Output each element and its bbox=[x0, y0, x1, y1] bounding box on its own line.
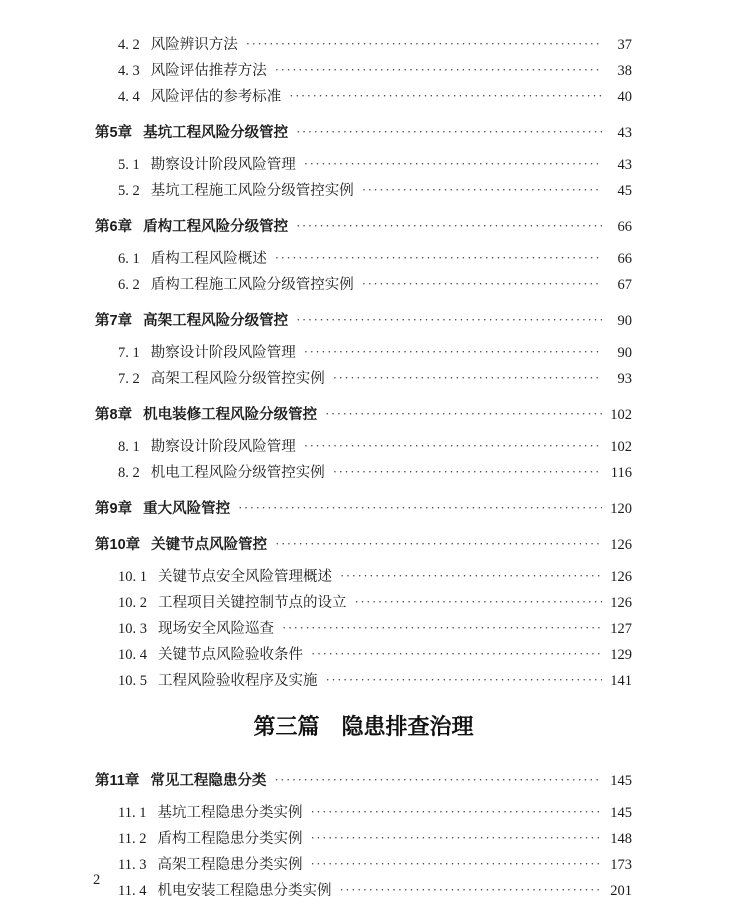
entry-page-number: 126 bbox=[610, 569, 632, 585]
dot-leader bbox=[362, 271, 602, 297]
toc-entry-row bbox=[95, 58, 632, 84]
dot-leader bbox=[362, 177, 602, 203]
entry-number: 7. 2 bbox=[118, 371, 140, 387]
dot-leader bbox=[355, 589, 603, 615]
entry-number: 6. 1 bbox=[118, 251, 140, 267]
entry-title: 基坑工程风险分级管控 bbox=[143, 125, 289, 141]
entry-page-number: 90 bbox=[617, 345, 632, 361]
entry-title: 盾构工程风险分级管控 bbox=[143, 219, 289, 235]
entry-number: 5. 2 bbox=[118, 183, 140, 199]
entry-page-number: 66 bbox=[617, 251, 632, 267]
entry-number: 4. 2 bbox=[118, 37, 140, 53]
toc-entry-row bbox=[95, 564, 632, 590]
entry-page-number: 38 bbox=[617, 63, 632, 79]
page-number: 2 bbox=[93, 872, 101, 888]
dot-leader bbox=[339, 877, 602, 903]
entry-number: 10. 4 bbox=[118, 647, 147, 663]
entry-page-number: 201 bbox=[610, 883, 632, 899]
entry-page-number: 90 bbox=[617, 313, 632, 329]
toc-chapter-row bbox=[95, 768, 632, 794]
toc-entry-row bbox=[95, 152, 632, 178]
entry-title: 基坑工程施工风险分级管控实例 bbox=[150, 183, 354, 199]
entry-title: 现场安全风险巡查 bbox=[158, 621, 274, 637]
entry-number: 10. 5 bbox=[118, 673, 147, 689]
dot-leader bbox=[304, 151, 602, 177]
toc-entry-row bbox=[95, 590, 632, 616]
dot-leader bbox=[304, 339, 602, 365]
entry-number: 11. 1 bbox=[118, 805, 147, 821]
entry-page-number: 93 bbox=[617, 371, 632, 387]
entry-number: 第5章 bbox=[95, 125, 133, 141]
toc-entry-row bbox=[95, 460, 632, 486]
dot-leader bbox=[296, 119, 602, 145]
entry-number: 7. 1 bbox=[118, 345, 140, 361]
dot-leader bbox=[325, 401, 602, 427]
entry-title: 盾构工程隐患分类实例 bbox=[157, 831, 303, 847]
toc-entry-row bbox=[95, 800, 632, 826]
part-heading: 第三篇 隐患排查治理 bbox=[253, 714, 474, 739]
toc-entry-row bbox=[95, 340, 632, 366]
entry-title: 盾构工程风险概述 bbox=[150, 251, 267, 267]
entry-number: 第11章 bbox=[95, 773, 140, 789]
entry-page-number: 66 bbox=[617, 219, 632, 235]
toc-entry-row bbox=[95, 668, 632, 694]
entry-title: 勘察设计阶段风险管理 bbox=[150, 439, 296, 455]
entry-title: 高架工程风险分级管控实例 bbox=[150, 371, 325, 387]
entry-page-number: 102 bbox=[610, 407, 632, 423]
entry-title: 关键节点风险管控 bbox=[151, 537, 268, 553]
entry-page-number: 120 bbox=[610, 501, 632, 517]
dot-leader bbox=[275, 245, 602, 271]
entry-page-number: 67 bbox=[617, 277, 632, 293]
dot-leader bbox=[296, 213, 602, 239]
entry-number: 第9章 bbox=[95, 501, 133, 517]
dot-leader bbox=[310, 799, 602, 825]
dot-leader bbox=[246, 31, 602, 57]
toc-entry-row bbox=[95, 434, 632, 460]
dot-leader bbox=[333, 459, 602, 485]
dot-leader bbox=[275, 531, 602, 557]
entry-title: 风险评估推荐方法 bbox=[150, 63, 267, 79]
entry-title: 工程项目关键控制节点的设立 bbox=[158, 595, 347, 611]
toc-entry-row bbox=[95, 32, 632, 58]
toc-chapter-row bbox=[95, 402, 632, 428]
dot-leader bbox=[310, 825, 602, 851]
entry-page-number: 173 bbox=[610, 857, 632, 873]
toc-entry-row bbox=[95, 84, 632, 110]
dot-leader bbox=[333, 365, 602, 391]
entry-page-number: 126 bbox=[610, 595, 632, 611]
dot-leader bbox=[289, 83, 602, 109]
entry-title: 关键节点风险验收条件 bbox=[158, 647, 303, 663]
dot-leader bbox=[282, 615, 602, 641]
entry-page-number: 45 bbox=[617, 183, 632, 199]
toc-entry-row bbox=[95, 246, 632, 272]
entry-page-number: 43 bbox=[617, 157, 632, 173]
dot-leader bbox=[340, 563, 602, 589]
toc-chapter-row bbox=[95, 308, 632, 334]
entry-title: 关键节点安全风险管理概述 bbox=[158, 569, 332, 585]
entry-number: 8. 1 bbox=[118, 439, 140, 455]
entry-title: 风险评估的参考标准 bbox=[150, 89, 282, 105]
entry-number: 第6章 bbox=[95, 219, 133, 235]
entry-title: 盾构工程施工风险分级管控实例 bbox=[150, 277, 354, 293]
toc-entry-row bbox=[95, 178, 632, 204]
entry-page-number: 37 bbox=[617, 37, 632, 53]
toc-entry-row bbox=[95, 616, 632, 642]
dot-leader bbox=[311, 641, 602, 667]
entry-number: 11. 2 bbox=[118, 831, 147, 847]
entry-number: 第8章 bbox=[95, 407, 133, 423]
entry-page-number: 126 bbox=[610, 537, 632, 553]
entry-number: 10. 1 bbox=[118, 569, 147, 585]
toc-chapter-row bbox=[95, 496, 632, 522]
entry-number: 11. 4 bbox=[118, 883, 147, 899]
toc-entry-row bbox=[95, 878, 632, 904]
entry-number: 8. 2 bbox=[118, 465, 140, 481]
entry-number: 4. 4 bbox=[118, 89, 140, 105]
entry-number: 11. 3 bbox=[118, 857, 147, 873]
dot-leader bbox=[275, 57, 602, 83]
toc-chapter-row bbox=[95, 532, 632, 558]
entry-title: 工程风险验收程序及实施 bbox=[158, 673, 318, 689]
entry-number: 4. 3 bbox=[118, 63, 140, 79]
entry-number: 10. 3 bbox=[118, 621, 147, 637]
entry-page-number: 43 bbox=[617, 125, 632, 141]
entry-page-number: 148 bbox=[610, 831, 632, 847]
toc-entry-row bbox=[95, 826, 632, 852]
entry-title: 常见工程隐患分类 bbox=[150, 773, 267, 789]
entry-number: 第7章 bbox=[95, 313, 133, 329]
dot-leader bbox=[310, 851, 602, 877]
entry-number: 5. 1 bbox=[118, 157, 140, 173]
dot-leader bbox=[304, 433, 602, 459]
dot-leader bbox=[296, 307, 602, 333]
entry-title: 高架工程风险分级管控 bbox=[143, 313, 289, 329]
entry-title: 机电工程风险分级管控实例 bbox=[150, 465, 325, 481]
toc-chapter-row bbox=[95, 214, 632, 240]
entry-page-number: 129 bbox=[610, 647, 632, 663]
entry-title: 勘察设计阶段风险管理 bbox=[150, 157, 296, 173]
entry-page-number: 145 bbox=[610, 805, 632, 821]
entry-title: 重大风险管控 bbox=[143, 501, 231, 517]
entry-title: 高架工程隐患分类实例 bbox=[157, 857, 303, 873]
entry-number: 10. 2 bbox=[118, 595, 147, 611]
toc-entry-row bbox=[95, 852, 632, 878]
toc-entry-row bbox=[95, 642, 632, 668]
dot-leader bbox=[274, 767, 602, 793]
entry-page-number: 116 bbox=[610, 465, 632, 481]
dot-leader bbox=[238, 495, 602, 521]
entry-page-number: 141 bbox=[610, 673, 632, 689]
entry-page-number: 40 bbox=[617, 89, 632, 105]
entry-page-number: 145 bbox=[610, 773, 632, 789]
entry-title: 机电装修工程风险分级管控 bbox=[143, 407, 318, 423]
entry-page-number: 127 bbox=[610, 621, 632, 637]
entry-title: 风险辨识方法 bbox=[150, 37, 238, 53]
entry-number: 6. 2 bbox=[118, 277, 140, 293]
entry-number: 第10章 bbox=[95, 537, 141, 553]
entry-page-number: 102 bbox=[610, 439, 632, 455]
entry-title: 勘察设计阶段风险管理 bbox=[150, 345, 296, 361]
entry-title: 机电安装工程隐患分类实例 bbox=[157, 883, 332, 899]
dot-leader bbox=[326, 667, 603, 693]
toc-entry-row bbox=[95, 366, 632, 392]
entry-title: 基坑工程隐患分类实例 bbox=[157, 805, 303, 821]
toc-entry-row bbox=[95, 272, 632, 298]
toc-chapter-row bbox=[95, 120, 632, 146]
